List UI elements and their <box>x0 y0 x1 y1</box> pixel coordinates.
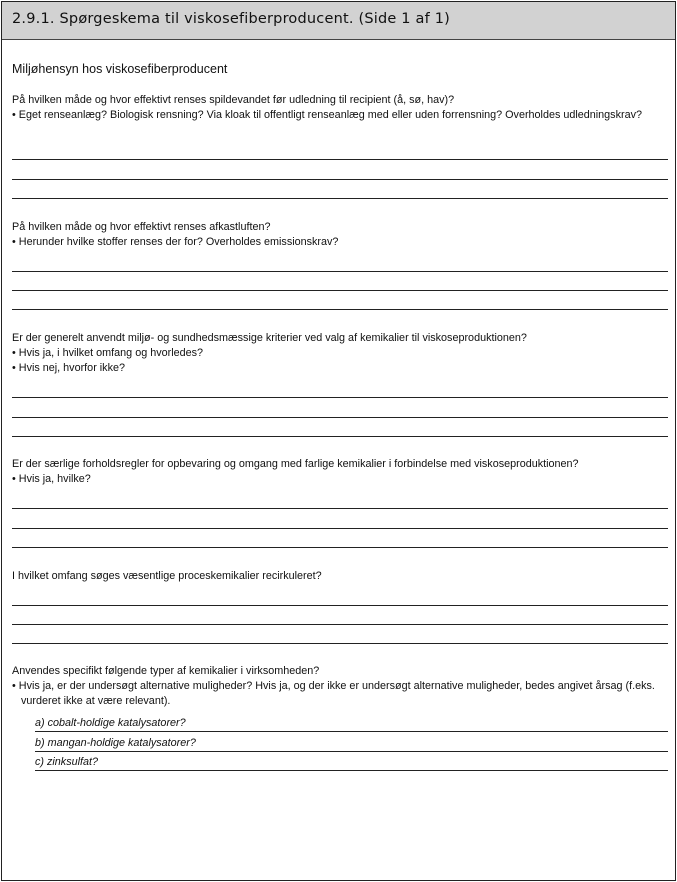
page-title: 2.9.1. Spørgeskema til viskosefiberproducent. (Side 1 af 1) <box>12 11 450 27</box>
question-5-text: I hvilket omfang søges væsentlige proceskemikalier recirkuleret? <box>12 570 322 582</box>
questionnaire-page <box>1 1 676 881</box>
question-6-text: Anvendes specifikt følgende typer af kemikalier i virksomheden? <box>12 665 320 677</box>
question-2 <box>12 220 662 250</box>
answer-line[interactable] <box>12 605 668 606</box>
answer-line[interactable] <box>12 159 668 160</box>
header-bar <box>2 2 675 40</box>
question-2-text: På hvilken måde og hvor effektivt renses afkastluften? <box>12 221 271 233</box>
question-3-bullet-2: • Hvis nej, hvorfor ikke? <box>12 362 125 374</box>
sub-answer-line[interactable] <box>35 731 668 732</box>
answer-line[interactable] <box>12 508 668 509</box>
answer-line[interactable] <box>12 179 668 180</box>
answer-line[interactable] <box>12 198 668 199</box>
question-3-bullet-1: • Hvis ja, i hvilket omfang og hvorledes? <box>12 347 204 359</box>
answer-line[interactable] <box>12 624 668 625</box>
question-2-bullet-1: • Herunder hvilke stoffer renses der for? Overholdes emissionskrav? <box>12 236 339 248</box>
question-1-text: På hvilken måde og hvor effektivt renses spildevandet før udledning til recipient (å, sø, hav)? <box>12 94 455 106</box>
question-4-bullet-1: • Hvis ja, hvilke? <box>12 473 91 485</box>
sub-answer-line[interactable] <box>35 751 668 752</box>
sub-answer-line[interactable] <box>35 770 668 771</box>
answer-line[interactable] <box>12 271 668 272</box>
sub-item-a: a) cobalt-holdige katalysatorer? <box>35 717 186 729</box>
answer-line[interactable] <box>12 309 668 310</box>
question-6-bullet-1: • Hvis ja, er der undersøgt alternative muligheder? Hvis ja, og der ikke er undersøgt alternative muligheder, bedes angivet årsag (f.eks. vurderet ikke at være relevant). <box>12 680 655 707</box>
answer-line[interactable] <box>12 436 668 437</box>
sub-item-c: c) zinksulfat? <box>35 756 99 768</box>
question-4-text: Er der særlige forholdsregler for opbevaring og omgang med farlige kemikalier i forbindelse med viskoseproduktionen? <box>12 458 579 470</box>
question-6 <box>12 664 662 709</box>
answer-line[interactable] <box>12 528 668 529</box>
section-title: Miljøhensyn hos viskosefiberproducent <box>12 62 228 76</box>
question-3 <box>12 331 662 376</box>
question-1 <box>12 93 662 123</box>
question-4 <box>12 457 662 487</box>
answer-line[interactable] <box>12 397 668 398</box>
question-3-text: Er der generelt anvendt miljø- og sundhedsmæssige kriterier ved valg af kemikalier til viskoseproduktionen? <box>12 332 527 344</box>
answer-line[interactable] <box>12 643 668 644</box>
answer-line[interactable] <box>12 417 668 418</box>
sub-item-b: b) mangan-holdige katalysatorer? <box>35 737 196 749</box>
answer-line[interactable] <box>12 547 668 548</box>
answer-line[interactable] <box>12 290 668 291</box>
question-1-bullet-1: • Eget renseanlæg? Biologisk rensning? Via kloak til offentligt renseanlæg med eller uden forrensning? Overholdes udledningskrav? <box>12 109 642 121</box>
question-5 <box>12 569 662 584</box>
